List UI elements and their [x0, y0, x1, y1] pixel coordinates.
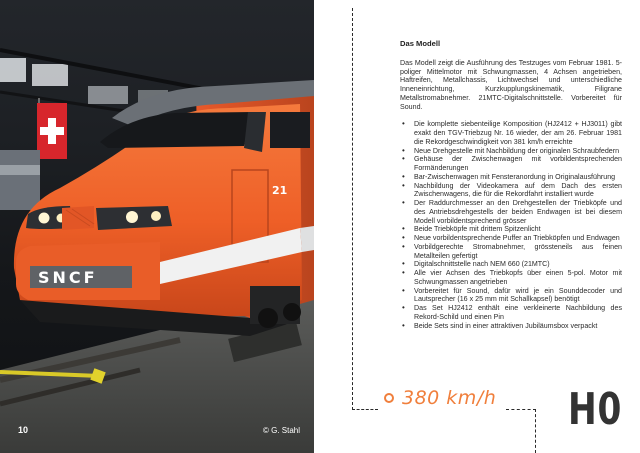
- list-item: • Gehäuse der Zwischenwagen mit vorbildentsprechenden Formänderungen: [402, 154, 622, 172]
- sncf-logo: SNCF: [38, 268, 98, 287]
- bullet-icon: •: [402, 180, 405, 190]
- bullet-icon: •: [402, 285, 405, 295]
- photo-credit: © G. Stahl: [262, 426, 300, 435]
- feature-list: [400, 120, 622, 330]
- page-number: 10: [18, 425, 29, 435]
- dashed-guide-vertical-right: [535, 409, 536, 453]
- bullet-icon: •: [402, 233, 405, 242]
- scale-label: H0: [568, 384, 623, 435]
- swiss-flag: [37, 98, 67, 168]
- list-item: • Neue vorbildentsprechende Puffer an Triebköpfen und Endwagen: [402, 233, 620, 242]
- unit-number: 21: [272, 184, 288, 197]
- list-item: • Neue Drehgestelle mit Nachbildung der originalen Schraubfedern: [402, 145, 620, 155]
- list-item: • Beide Sets sind in einer attraktiven Jubiläumsbox verpackt: [402, 320, 598, 330]
- list-item: • Vorbildgerechte Stromabnehmer, grössteneils aus feinen Metallteilen gefertigt: [402, 241, 622, 260]
- article-intro: Das Modell zeigt die Ausführung des Testzuges vom Februar 1981. 5-poliger Mittelmotor mit Schwungmassen, 4 Achsen angetrieben, Haftreifen, Metallchassis, Lichtwechsel und unterschiedliche Inneneinrichtung, Kurzkupplungskinematik, Filigrane Metallstromabnehmer. 21MTC-Digitalschnittstelle. Vorbereitet für Sound.: [400, 58, 622, 111]
- tgv-illustration: [0, 0, 314, 453]
- bullet-icon: •: [402, 268, 405, 277]
- dashed-guide-horizontal-right: [506, 409, 536, 410]
- train-photo: [0, 0, 314, 453]
- list-item: • Nachbildung der Videokamera auf dem Dach des ersten Zwischenwagens, die für die Rekordfahrt installiert wurde: [402, 180, 622, 199]
- circle-icon: [384, 393, 394, 403]
- article-heading: Das Modell: [400, 39, 441, 48]
- bullet-icon: •: [402, 241, 405, 251]
- bullet-icon: •: [402, 154, 405, 164]
- list-item: • Die komplette siebenteilige Komposition (HJ2412 + HJ3011) gibt exakt den TGV-Triebzug Nr. 16 wieder, der am 26. Februar 1981 die Rekordgeschwindigkeit von 381 km/h erreichte: [402, 119, 622, 146]
- list-item: • Digitalschnittstelle nach NEM 660 (21MTC): [402, 259, 550, 269]
- bullet-icon: •: [402, 171, 405, 181]
- speed-label: 380 km/h: [402, 387, 497, 409]
- speed-badge: [384, 387, 496, 409]
- bullet-icon: •: [402, 145, 405, 155]
- bullet-icon: •: [402, 119, 405, 129]
- list-item: • Vorbereitet für Sound, dafür wird je ein Sounddecoder und Lautsprecher (16 x 25 mm mit Schallkapsel) benötigt: [402, 285, 622, 304]
- article: [400, 40, 622, 330]
- headlights: [26, 206, 172, 230]
- list-item: • Alle vier Achsen des Triebkopfs über einen 5-pol. Motor mit Schwungmassen angetrieben: [402, 268, 622, 286]
- bullet-icon: •: [402, 320, 405, 330]
- list-item: • Bar-Zwischenwagen mit Fensteranordung in Originalausführung: [402, 171, 616, 181]
- bullet-icon: •: [402, 303, 405, 312]
- list-item: • Das Set HJ2412 enthält eine verkleinerte Nachbildung des Rekord-Schild und einen Pin: [402, 303, 622, 321]
- list-item: • Beide Triebköpfe mit drittem Spitzenlicht: [402, 224, 541, 234]
- dashed-guide-vertical: [352, 8, 353, 410]
- list-item: • Der Raddurchmesser an den Drehgestellen der Triebköpfe und des Antriebsdrehgestells der beiden Endwagen ist bei diesem Modell vorbildentsprechend grösser: [402, 198, 622, 225]
- dashed-guide-horizontal-left: [352, 409, 378, 410]
- bullet-icon: •: [402, 224, 405, 234]
- bullet-icon: •: [402, 198, 405, 207]
- bullet-icon: •: [402, 259, 405, 269]
